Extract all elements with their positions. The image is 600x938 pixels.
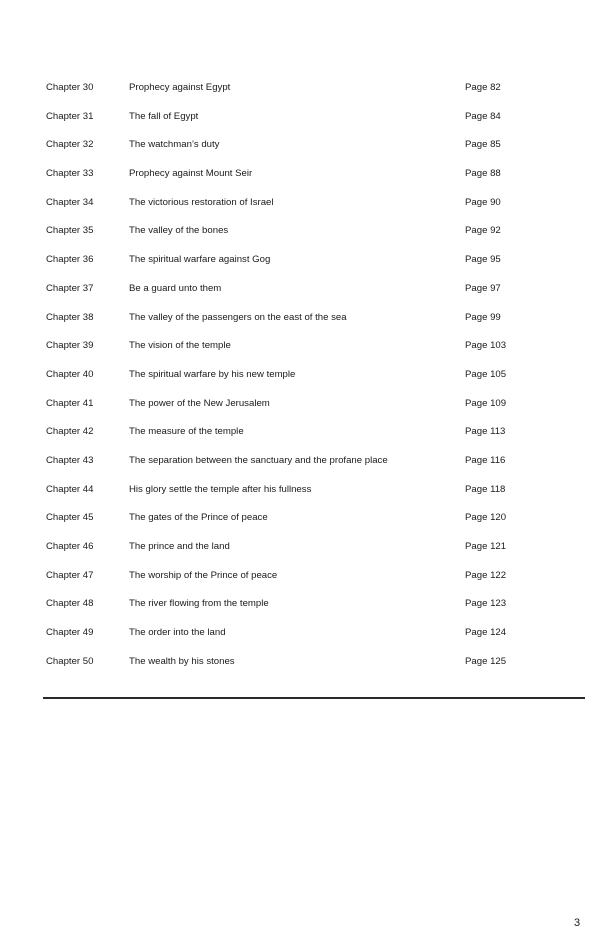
toc-row <box>46 481 546 510</box>
toc-row <box>46 395 546 424</box>
toc-title: The measure of the temple <box>129 426 244 438</box>
toc-title: The watchman’s duty <box>129 139 220 151</box>
toc-title: The worship of the Prince of peace <box>129 569 278 581</box>
toc-chapter: Chapter 36 <box>46 254 94 266</box>
toc-chapter: Chapter 34 <box>46 196 94 208</box>
toc-row <box>46 79 546 108</box>
toc-row <box>46 251 546 280</box>
toc-title: Prophecy against Mount Seir <box>129 168 253 180</box>
toc-page: Page 125 <box>465 655 507 667</box>
toc-title: The fall of Egypt <box>129 110 199 122</box>
toc-page: Page 118 <box>465 483 506 495</box>
toc-title: The wealth by his stones <box>129 655 235 667</box>
toc-chapter: Chapter 47 <box>46 569 94 581</box>
toc-page: Page 116 <box>465 454 506 466</box>
toc-page: Page 92 <box>465 225 501 237</box>
toc-chapter: Chapter 48 <box>46 598 94 610</box>
toc-title: His glory settle the temple after his fullness <box>129 483 312 495</box>
toc-page: Page 85 <box>465 139 501 151</box>
toc-page: Page 82 <box>465 82 501 93</box>
toc-title: The separation between the sanctuary and the profane place <box>129 454 388 466</box>
toc-title: The vision of the temple <box>129 340 231 352</box>
toc-chapter: Chapter 46 <box>46 541 94 552</box>
toc-row <box>46 337 546 366</box>
toc-chapter: Chapter 42 <box>46 426 94 438</box>
table-of-contents <box>46 79 546 681</box>
toc-title: The power of the New Jerusalem <box>129 397 270 409</box>
toc-row <box>46 624 546 653</box>
toc-title: The spiritual warfare by his new temple <box>129 368 296 380</box>
toc-page: Page 120 <box>465 512 507 524</box>
toc-chapter: Chapter 39 <box>46 340 94 352</box>
toc-chapter: Chapter 37 <box>46 282 94 294</box>
toc-row <box>46 366 546 395</box>
toc-row <box>46 538 546 567</box>
toc-page: Page 90 <box>465 196 501 208</box>
toc-page: Page 123 <box>465 598 507 610</box>
toc-row <box>46 136 546 165</box>
toc-row <box>46 567 546 596</box>
toc-chapter: Chapter 41 <box>46 397 94 409</box>
toc-row <box>46 309 546 338</box>
toc-page: Page 97 <box>465 282 501 294</box>
toc-row <box>46 423 546 452</box>
toc-page: Page 109 <box>465 397 507 409</box>
toc-page: Page 113 <box>465 426 506 438</box>
toc-page: Page 121 <box>465 541 507 552</box>
toc-title: The river flowing from the temple <box>129 598 269 610</box>
toc-row <box>46 165 546 194</box>
toc-chapter: Chapter 50 <box>46 655 94 667</box>
toc-row <box>46 595 546 624</box>
toc-page: Page 105 <box>465 368 507 380</box>
toc-page: Page 88 <box>465 168 501 180</box>
toc-page: Page 122 <box>465 569 507 581</box>
toc-chapter: Chapter 32 <box>46 139 94 151</box>
toc-page: Page 95 <box>465 254 501 266</box>
toc-title: The gates of the Prince of peace <box>129 512 268 524</box>
toc-title: The order into the land <box>129 627 226 639</box>
toc-row <box>46 280 546 309</box>
toc-chapter: Chapter 35 <box>46 225 94 237</box>
toc-row <box>46 509 546 538</box>
horizontal-rule <box>43 697 585 699</box>
toc-page: Page 124 <box>465 627 507 639</box>
toc-title: The valley of the bones <box>129 225 229 237</box>
toc-row <box>46 222 546 251</box>
toc-title: The prince and the land <box>129 541 230 552</box>
toc-title: The valley of the passengers on the east of the sea <box>129 311 347 323</box>
toc-title: The spiritual warfare against Gog <box>129 254 271 266</box>
toc-row <box>46 108 546 137</box>
toc-row <box>46 194 546 223</box>
toc-page: Page 99 <box>465 311 501 323</box>
toc-chapter: Chapter 33 <box>46 168 94 180</box>
toc-title: Prophecy against Egypt <box>129 82 231 93</box>
toc-row <box>46 452 546 481</box>
toc-chapter: Chapter 45 <box>46 512 94 524</box>
toc-title: The victorious restoration of Israel <box>129 196 274 208</box>
toc-chapter: Chapter 43 <box>46 454 94 466</box>
toc-chapter: Chapter 31 <box>46 110 94 122</box>
toc-chapter: Chapter 49 <box>46 627 94 639</box>
toc-page: Page 84 <box>465 110 501 122</box>
toc-chapter: Chapter 44 <box>46 483 94 495</box>
toc-chapter: Chapter 40 <box>46 368 94 380</box>
toc-row <box>46 653 546 682</box>
toc-title: Be a guard unto them <box>129 282 222 294</box>
toc-chapter: Chapter 38 <box>46 311 94 323</box>
toc-chapter: Chapter 30 <box>46 82 94 93</box>
page-number: 3 <box>574 917 581 929</box>
toc-page: Page 103 <box>465 340 507 352</box>
